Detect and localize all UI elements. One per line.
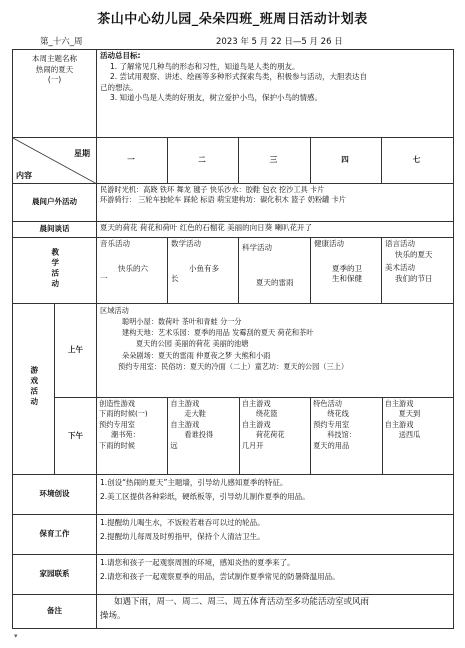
teaching-thursday	[311, 238, 382, 304]
teaching-topic: 我们的节日	[395, 273, 433, 283]
care-label: 保育工作	[13, 515, 97, 555]
pm-item: 荷花荷花	[255, 430, 285, 440]
pm-item: 几月开	[241, 440, 264, 450]
teaching-area: 科学活动	[242, 243, 272, 252]
pm-label: 下午	[55, 398, 97, 475]
outdoor-content	[97, 184, 454, 222]
am-line: 建构天地：艺术乐园：夏季的用品 发霉刮的夏天 荷花和茶叶	[122, 328, 314, 338]
pm-monday	[97, 398, 168, 474]
teaching-area: 音乐活动	[100, 239, 130, 248]
teaching-label	[13, 238, 97, 304]
teaching-area: 美术活动	[385, 263, 415, 272]
day-wednesday: 三	[239, 138, 311, 184]
teaching-area: 语言活动	[385, 239, 415, 248]
goal-item: 己的想法。	[100, 82, 138, 92]
am-line: 朵朵剧场：夏天的雷雨 仲夏夜之梦 大熊和小雨	[122, 350, 271, 360]
games-label	[13, 304, 55, 475]
home-row	[13, 555, 454, 595]
outdoor-row	[13, 184, 454, 222]
pm-item: 自主游戏	[170, 419, 200, 429]
env-content	[97, 475, 454, 515]
teaching-topic: 夏季的卫	[332, 263, 362, 273]
home-content	[97, 555, 454, 595]
notes-line: 操场。	[100, 610, 126, 621]
home-label: 家园联系	[13, 555, 97, 595]
notes-row	[13, 595, 454, 629]
env-row	[13, 475, 454, 515]
talk-text: 夏天的荷花 荷花和荷叶 红色的石榴花 美丽的向日葵 喇叭花开了	[100, 223, 313, 232]
pm-item: 远	[170, 440, 178, 450]
pm-item: 绕花篮	[255, 409, 278, 419]
week-number: 第_十六_周	[40, 37, 83, 47]
theme-row	[13, 50, 454, 138]
talk-label: 晨间谈话	[13, 222, 97, 238]
goal-item: 2. 尝试用观察、讲述、绘画等多种形式探索鸟类，积极参与活动，大胆表达自	[110, 72, 368, 81]
pm-friday	[383, 398, 453, 474]
pm-thursday	[311, 398, 382, 474]
scroll-down-icon: ▾	[14, 632, 18, 640]
pm-item: 预约专用室	[99, 419, 135, 429]
pm-wednesday	[240, 398, 311, 474]
pm-item: 送西瓜	[398, 430, 421, 440]
care-line: 2.提醒幼儿每周及时剪指甲，保持个人清洁卫生。	[100, 531, 265, 541]
theme-label-line: 本周主题名称	[32, 54, 77, 63]
home-line: 2.请您和孩子一起观察夏季的用品，尝试制作夏季常见的防暑降温用品。	[100, 571, 340, 581]
weekly-plan-table	[12, 49, 454, 629]
am-line: 区域活动	[100, 306, 129, 315]
pm-item: 科技馆：	[327, 430, 356, 440]
pm-item: 创造性游戏	[99, 399, 135, 408]
games-pm-content	[97, 398, 454, 475]
teaching-topic: 快乐的六	[118, 263, 148, 273]
pm-item: 看谁投得	[184, 430, 214, 440]
teaching-topic: 快乐的夏天	[395, 249, 433, 259]
env-label: 环境创设	[13, 475, 97, 515]
header-corner	[13, 138, 97, 184]
pm-item: 下雨的时候	[99, 440, 135, 450]
care-row	[13, 515, 454, 555]
games-pm-row	[13, 398, 454, 475]
teaching-topic: 夏天的雷雨	[256, 277, 294, 287]
notes-content	[97, 595, 454, 629]
pm-item: 潮书苑：	[111, 430, 140, 440]
pm-item: 夏天的用品	[313, 440, 350, 450]
games-am-content	[97, 304, 454, 398]
am-label: 上午	[55, 304, 97, 398]
page-title: 茶山中心幼儿园_朵朵四班_班周日活动计划表	[97, 12, 368, 27]
pm-item: 自主游戏	[384, 419, 414, 429]
day-tuesday: 二	[168, 138, 239, 184]
teaching-label-text: 教学活动	[50, 247, 60, 290]
pm-item: 预约专用室	[313, 419, 350, 429]
day-monday: 一	[97, 138, 168, 184]
teaching-monday	[97, 238, 168, 304]
env-line: 1.创设“热闹的夏天”主题墙，引导幼儿感知夏季的特征。	[100, 478, 288, 487]
pm-item: 自主游戏	[384, 399, 414, 408]
talk-row	[13, 222, 454, 238]
teaching-topic-tail: 长	[171, 274, 179, 283]
theme-label	[13, 50, 97, 138]
corner-content-label: 内容	[16, 170, 32, 180]
pm-item: 特色活动	[313, 399, 342, 408]
notes-label: 备注	[13, 595, 97, 629]
goal-item: 1. 了解常见几种鸟的形态和习性，知道鸟是人类的朋友。	[110, 61, 300, 71]
pm-tuesday	[168, 398, 239, 474]
goal-item: 3. 知道小鸟是人类的好朋友，树立爱护小鸟，保护小鸟的情感。	[110, 93, 323, 102]
pm-item: 走大鞋	[184, 409, 206, 419]
weekday-header-row	[13, 138, 454, 184]
pm-item: 自主游戏	[241, 399, 271, 408]
care-line: 1.提醒幼儿喝生水，不饭粒若难吞可以过的轮品。	[100, 518, 265, 527]
games-label-text: 游戏活动	[29, 366, 39, 409]
theme-part: (一)	[47, 75, 62, 84]
teaching-topic-tail: 一	[100, 274, 108, 283]
teaching-row	[13, 238, 454, 304]
outdoor-line: 民游时光机：高跷 铁环 舞龙 毽子 快乐沙水：胶鞋 包衣 挖沙工具 卡片	[100, 185, 325, 194]
pm-item: 夏天到	[398, 409, 421, 419]
teaching-area: 数学活动	[171, 239, 201, 248]
theme-name: 热闹的夏天	[35, 64, 74, 74]
env-line: 2.美工区提供各种彩纸，硬纸板等，引导幼儿制作夏季的用品。	[100, 491, 310, 501]
goals-title: 活动总目标:	[100, 51, 141, 60]
am-line: 预约专用室：民俗坊：夏天的冷面（二上）童艺坊：夏天的公园（三上）	[118, 361, 349, 371]
teaching-area: 健康活动	[314, 239, 344, 248]
outdoor-label: 晨间户外活动	[13, 184, 97, 222]
day-friday: 七	[382, 138, 454, 184]
pm-item: 自主游戏	[241, 419, 271, 429]
teaching-tuesday	[168, 238, 239, 304]
talk-content	[97, 222, 454, 238]
theme-goals	[97, 50, 454, 138]
date-range: 2023 年 5 月 22 日—5 月 26 日	[216, 37, 343, 47]
outdoor-line: 环游骑行： 三轮车独轮车 踩轮 标语 萌宝建构坊：碳化积木 篮子 奶粉罐 卡片	[100, 195, 346, 205]
am-line: 聪明小屋：数荷叶 茶叶和青蛙 分一分	[122, 317, 242, 327]
day-thursday: 四	[311, 138, 382, 184]
pm-item: 自主游戏	[170, 399, 200, 408]
teaching-friday	[382, 238, 454, 304]
am-line: 夏天的公园 美丽的荷花 美丽的池塘	[136, 339, 249, 349]
corner-weekday-label: 星期	[74, 149, 90, 158]
teaching-wednesday	[239, 238, 311, 304]
pm-item: 下雨的时候(一)	[99, 409, 148, 419]
games-am-row	[13, 304, 454, 398]
notes-line: 如遇下雨，周一、周二、周三、周五体育活动至多功能活动室或风雨	[114, 597, 370, 607]
home-line: 1.请您和孩子一起观察周围的环境，感知炎热的夏季来了。	[100, 558, 295, 567]
teaching-topic: 小鱼有多	[189, 263, 219, 273]
teaching-topic-tail: 生和保健	[332, 274, 362, 283]
pm-item: 绕花线	[327, 409, 349, 419]
care-content	[97, 515, 454, 555]
